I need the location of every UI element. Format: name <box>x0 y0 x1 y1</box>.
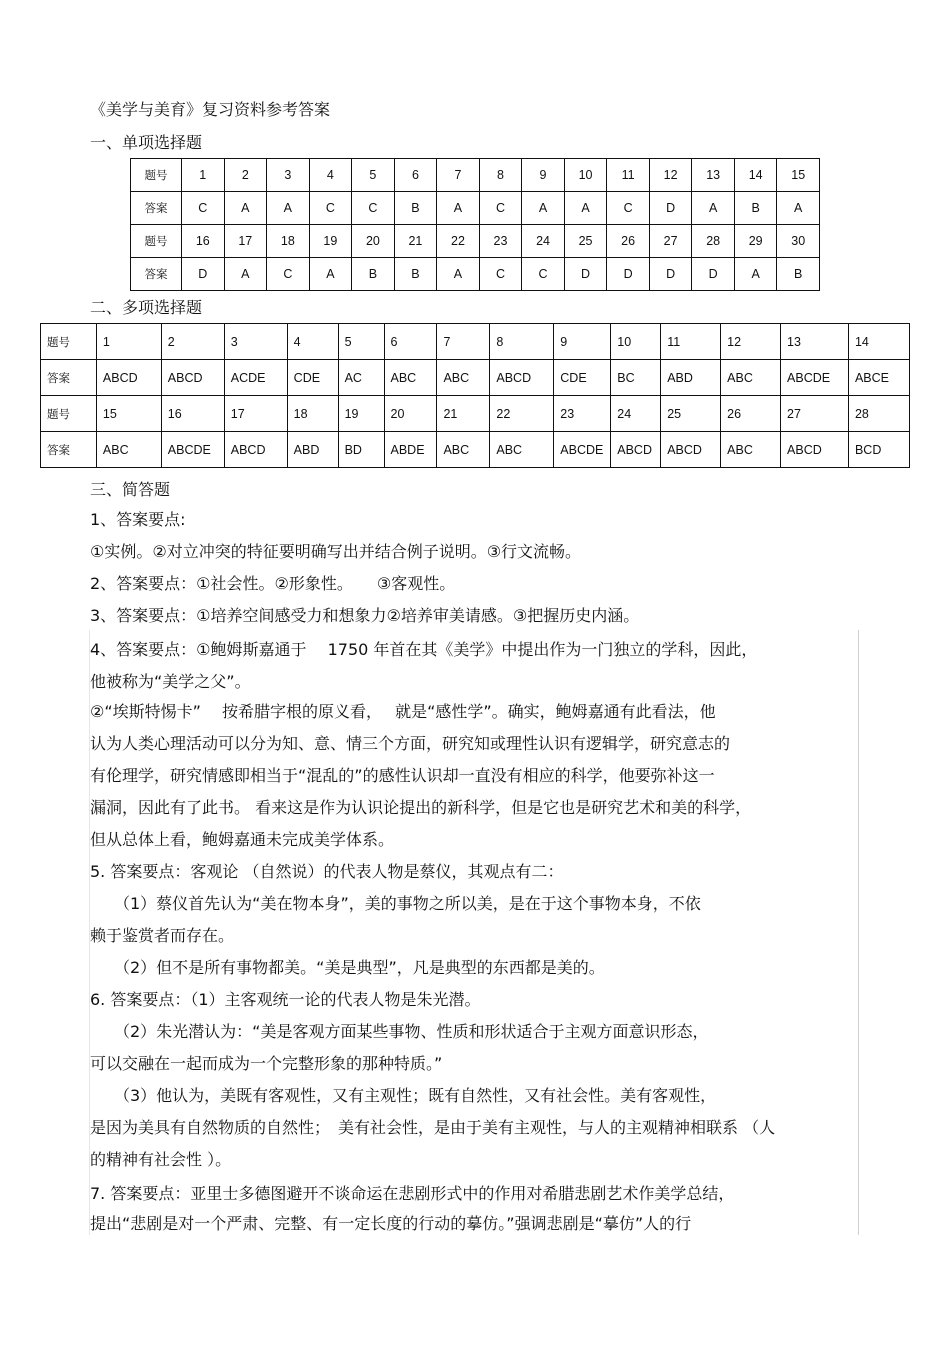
answer-cell: A <box>564 192 607 225</box>
answer-cell: C <box>479 192 522 225</box>
answer-row <box>41 432 910 468</box>
answer-cell: ABCDE <box>781 360 849 396</box>
answer-cell: ABD <box>661 360 721 396</box>
answer-cell: D <box>564 258 607 291</box>
answer-text-line: 有伦理学，研究情感即相当于“混乱的”的感性认识却一直没有相应的科学，他要弥补这一 <box>90 766 715 785</box>
question-number-cell: 8 <box>479 159 522 192</box>
answer-cell: ABCD <box>490 360 554 396</box>
question-number-cell: 9 <box>522 159 565 192</box>
question-number-cell: 16 <box>182 225 225 258</box>
answer-cell: ABCD <box>611 432 661 468</box>
question-number-cell: 23 <box>479 225 522 258</box>
answer-cell: ACDE <box>224 360 287 396</box>
question-number-cell: 5 <box>352 159 395 192</box>
question-number-cell: 1 <box>96 324 161 360</box>
question-number-row-label: 题号 <box>41 396 97 432</box>
answer-text-line: 4、答案要点：①鲍姆斯嘉通于 1750 年首在其《美学》中提出作为一门独立的学科，因此， <box>90 640 758 659</box>
answer-cell: A <box>692 192 735 225</box>
document-title: 《美学与美育》复习资料参考答案 <box>90 100 331 119</box>
answer-cell: C <box>182 192 225 225</box>
answer-cell: A <box>224 258 267 291</box>
question-number-cell: 3 <box>224 324 287 360</box>
question-number-cell: 18 <box>287 396 338 432</box>
question-number-cell: 10 <box>564 159 607 192</box>
question-number-cell: 15 <box>777 159 820 192</box>
question-number-cell: 27 <box>649 225 692 258</box>
question-number-cell: 13 <box>781 324 849 360</box>
answer-cell: A <box>309 258 352 291</box>
answer-text-line: 的精神有社会性 ）。 <box>90 1150 232 1169</box>
question-number-cell: 25 <box>661 396 721 432</box>
question-number-cell: 7 <box>437 324 490 360</box>
question-number-cell: 26 <box>607 225 650 258</box>
answer-cell: ABCD <box>96 360 161 396</box>
answer-text-line: 但从总体上看，鲍姆嘉通未完成美学体系。 <box>90 830 395 849</box>
question-number-cell: 30 <box>777 225 820 258</box>
answer-cell: B <box>352 258 395 291</box>
answer-cell: B <box>734 192 777 225</box>
answer-cell: C <box>309 192 352 225</box>
answer-cell: C <box>479 258 522 291</box>
question-number-row <box>41 324 910 360</box>
answer-cell: ABD <box>287 432 338 468</box>
single-choice-answer-table <box>130 158 820 291</box>
question-number-cell: 6 <box>394 159 437 192</box>
question-number-cell: 21 <box>437 396 490 432</box>
answer-row <box>131 192 820 225</box>
answer-text-line: （3）他认为，美既有客观性，又有主观性；既有自然性，又有社会性。美有客观性， <box>90 1086 717 1105</box>
answer-cell: D <box>649 192 692 225</box>
question-number-cell: 15 <box>96 396 161 432</box>
answer-cell: ABDE <box>384 432 437 468</box>
answer-cell: ABC <box>437 432 490 468</box>
answer-cell: D <box>182 258 225 291</box>
question-number-cell: 2 <box>224 159 267 192</box>
answer-cell: B <box>394 258 437 291</box>
answer-cell: B <box>394 192 437 225</box>
question-number-cell: 25 <box>564 225 607 258</box>
answer-cell: A <box>267 192 310 225</box>
question-number-cell: 24 <box>522 225 565 258</box>
answer-cell: ABC <box>721 360 781 396</box>
answer-text-line: 7. 答案要点：亚里士多德图避开不谈命运在悲剧形式中的作用对希腊悲剧艺术作美学总结， <box>90 1184 735 1203</box>
question-number-cell: 20 <box>352 225 395 258</box>
answer-text-line: 3、答案要点：①培养空间感受力和想象力②培养审美请感。③把握历史内涵。 <box>90 606 640 625</box>
answer-row <box>41 360 910 396</box>
answer-cell: D <box>607 258 650 291</box>
question-number-cell: 4 <box>309 159 352 192</box>
question-number-cell: 29 <box>734 225 777 258</box>
answer-cell: ABC <box>96 432 161 468</box>
answer-cell: C <box>607 192 650 225</box>
answer-cell: BCD <box>848 432 909 468</box>
question-number-cell: 5 <box>338 324 384 360</box>
multiple-choice-answer-table <box>40 323 910 468</box>
answer-text-line: （1）蔡仪首先认为“美在物本身”，美的事物之所以美，是在于这个事物本身，不依 <box>90 894 701 913</box>
answer-cell: D <box>649 258 692 291</box>
question-number-row <box>131 159 820 192</box>
answer-text-line: 可以交融在一起而成为一个完整形象的那种特质。” <box>90 1054 443 1073</box>
answer-row-label: 答案 <box>131 258 182 291</box>
answer-cell: ABCD <box>224 432 287 468</box>
answer-cell: ABCDE <box>161 432 224 468</box>
question-number-cell: 11 <box>661 324 721 360</box>
question-number-cell: 18 <box>267 225 310 258</box>
question-number-row <box>41 396 910 432</box>
answer-cell: CDE <box>287 360 338 396</box>
question-number-cell: 2 <box>161 324 224 360</box>
question-number-cell: 8 <box>490 324 554 360</box>
answer-text-line: 5. 答案要点：客观论 （自然说）的代表人物是蔡仪，其观点有二： <box>90 862 564 881</box>
question-number-row-label: 题号 <box>131 225 182 258</box>
answer-text-line: 2、答案要点：①社会性。②形象性。 ③客观性。 <box>90 574 456 593</box>
answer-text-line: 他被称为“美学之父”。 <box>90 672 251 691</box>
section-2-heading: 二、多项选择题 <box>90 298 203 317</box>
answer-cell: ABC <box>490 432 554 468</box>
answer-text-line: 漏洞，因此有了此书。 看来这是作为认识论提出的新科学，但是它也是研究艺术和美的科学， <box>90 798 752 817</box>
answer-text-line: （2）朱光潜认为：“美是客观方面某些事物、性质和形状适合于主观方面意识形态， <box>90 1022 709 1041</box>
answer-row <box>131 258 820 291</box>
answer-text-line: 1、答案要点: <box>90 510 186 529</box>
question-number-cell: 12 <box>721 324 781 360</box>
question-number-cell: 3 <box>267 159 310 192</box>
question-number-cell: 4 <box>287 324 338 360</box>
answer-cell: A <box>777 192 820 225</box>
answer-cell: ABC <box>437 360 490 396</box>
answer-cell: BD <box>338 432 384 468</box>
question-number-cell: 19 <box>338 396 384 432</box>
question-number-cell: 26 <box>721 396 781 432</box>
answer-cell: CDE <box>554 360 611 396</box>
question-number-cell: 28 <box>848 396 909 432</box>
answer-text-line: ②“埃斯特惕卡” 按希腊字根的原义看， 就是“感性学”。确实，鲍姆嘉通有此看法，他 <box>90 702 716 721</box>
question-number-row <box>131 225 820 258</box>
answer-cell: C <box>267 258 310 291</box>
answer-cell: A <box>224 192 267 225</box>
answer-cell: BC <box>611 360 661 396</box>
answer-cell: ABCDE <box>554 432 611 468</box>
section-1-heading: 一、单项选择题 <box>90 133 203 152</box>
question-number-cell: 16 <box>161 396 224 432</box>
answer-row-label: 答案 <box>41 360 97 396</box>
answer-cell: B <box>777 258 820 291</box>
answer-cell: A <box>437 258 480 291</box>
answer-text-line: 赖于鉴赏者而存在。 <box>90 926 235 945</box>
answer-row-label: 答案 <box>131 192 182 225</box>
answer-cell: ABC <box>721 432 781 468</box>
question-number-cell: 14 <box>848 324 909 360</box>
answer-row-label: 答案 <box>41 432 97 468</box>
question-number-cell: 12 <box>649 159 692 192</box>
question-number-cell: 14 <box>734 159 777 192</box>
answer-cell: ABCD <box>161 360 224 396</box>
question-number-cell: 24 <box>611 396 661 432</box>
answer-cell: A <box>734 258 777 291</box>
answer-cell: C <box>352 192 395 225</box>
question-number-cell: 22 <box>490 396 554 432</box>
answer-cell: A <box>437 192 480 225</box>
answer-cell: C <box>522 258 565 291</box>
question-number-row-label: 题号 <box>41 324 97 360</box>
question-number-cell: 17 <box>224 225 267 258</box>
answer-cell: A <box>522 192 565 225</box>
answer-text-line: ①实例。②对立冲突的特征要明确写出并结合例子说明。③行文流畅。 <box>90 542 582 561</box>
answer-cell: D <box>692 258 735 291</box>
question-number-cell: 23 <box>554 396 611 432</box>
answer-text-line: 6. 答案要点：（1）主客观统一论的代表人物是朱光潜。 <box>90 990 481 1009</box>
question-number-row-label: 题号 <box>131 159 182 192</box>
question-number-cell: 19 <box>309 225 352 258</box>
question-number-cell: 11 <box>607 159 650 192</box>
question-number-cell: 27 <box>781 396 849 432</box>
question-number-cell: 7 <box>437 159 480 192</box>
answer-cell: ABCE <box>848 360 909 396</box>
answer-cell: ABCD <box>781 432 849 468</box>
question-number-cell: 28 <box>692 225 735 258</box>
answer-text-line: （2）但不是所有事物都美。“美是典型”，凡是典型的东西都是美的。 <box>90 958 605 977</box>
question-number-cell: 13 <box>692 159 735 192</box>
answer-cell: ABC <box>384 360 437 396</box>
question-number-cell: 21 <box>394 225 437 258</box>
answer-text-line: 是因为美具有自然物质的自然性； 美有社会性，是由于美有主观性，与人的主观精神相联系 （人 <box>90 1118 776 1137</box>
answer-text-line: 认为人类心理活动可以分为知、意、情三个方面，研究知或理性认识有逻辑学，研究意志的 <box>90 734 731 753</box>
answer-cell: ABCD <box>661 432 721 468</box>
question-number-cell: 10 <box>611 324 661 360</box>
question-number-cell: 17 <box>224 396 287 432</box>
question-number-cell: 9 <box>554 324 611 360</box>
question-number-cell: 6 <box>384 324 437 360</box>
question-number-cell: 22 <box>437 225 480 258</box>
section-3-heading: 三、简答题 <box>90 480 171 499</box>
question-number-cell: 20 <box>384 396 437 432</box>
question-number-cell: 1 <box>182 159 225 192</box>
answer-cell: AC <box>338 360 384 396</box>
answer-text-line: 提出“悲剧是对一个严肃、完整、有一定长度的行动的摹仿。”强调悲剧是“摹仿”人的行 <box>90 1214 692 1233</box>
margin-rule-right <box>858 630 859 1235</box>
